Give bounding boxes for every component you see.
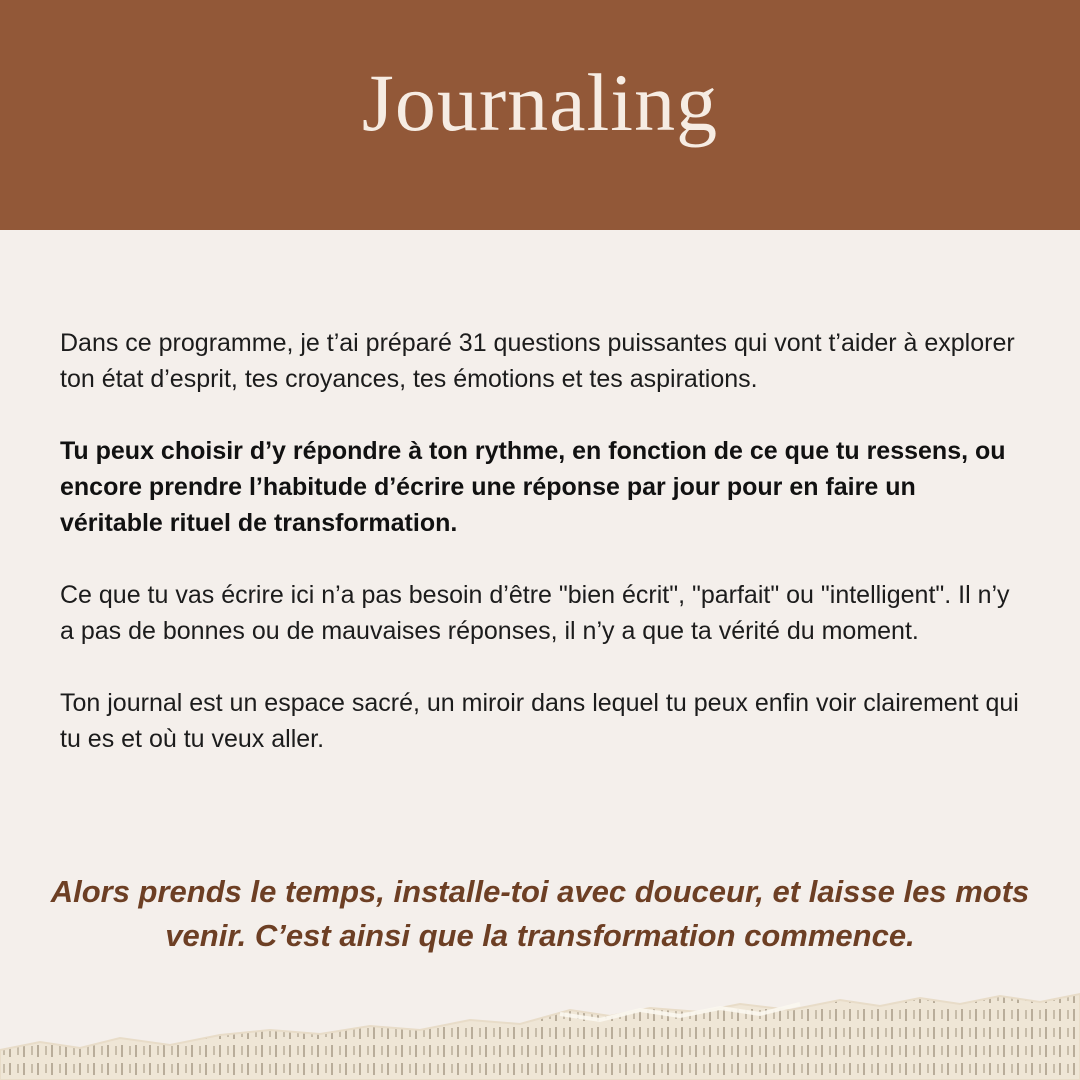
truth-paragraph: Ce que tu vas écrire ici n’a pas besoin d’être "bien écrit", "parfait" ou "intelligent". Il n’y a pas de bonnes ou de mauvaises réponses, il n’y a que ta vérité du moment.	[60, 581, 1010, 645]
body-text	[60, 325, 1020, 793]
closing-quote: Alors prends le temps, installe-toi avec douceur, et laisse les mots venir. C’est ainsi que la transformation commence.	[50, 874, 1030, 953]
rhythm-paragraph: Tu peux choisir d’y répondre à ton rythme, en fonction de ce que tu ressens, ou encore prendre l’habitude d’écrire une réponse par jour pour en faire un véritable rituel de transformation.	[60, 437, 1006, 537]
torn-newspaper-decoration	[0, 990, 1080, 1080]
page-title: Journaling	[361, 57, 719, 148]
intro-paragraph: Dans ce programme, je t’ai préparé 31 questions puissantes qui vont t’aider à explorer ton état d’esprit, tes croyances, tes émotions et tes aspirations.	[60, 329, 1015, 393]
header-banner	[0, 0, 1080, 230]
sacred-space-paragraph: Ton journal est un espace sacré, un miroir dans lequel tu peux enfin voir clairement qui tu es et où tu veux aller.	[60, 689, 1019, 753]
